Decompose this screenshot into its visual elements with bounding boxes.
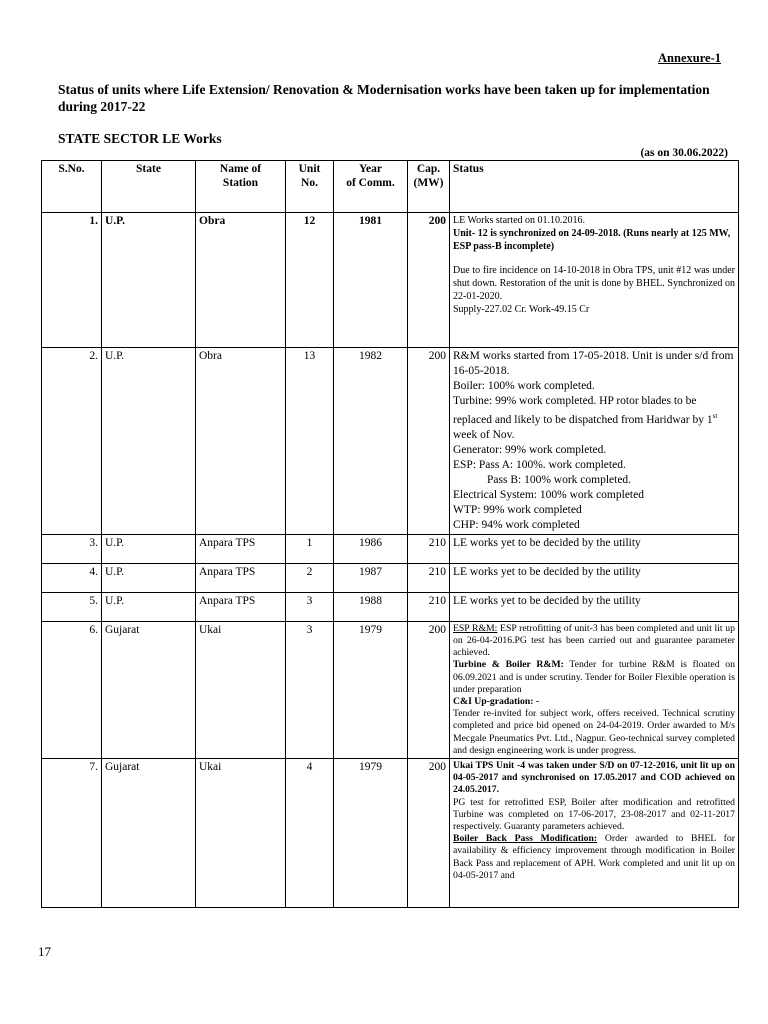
cell-sno: 7. (42, 759, 102, 908)
cell-year: 1979 (334, 759, 408, 908)
cell-station: Obra (196, 348, 286, 535)
cell-station: Anpara TPS (196, 534, 286, 563)
annexure-label: Annexure-1 (658, 51, 721, 65)
cell-unit: 12 (286, 213, 334, 348)
col-year: Year of Comm. (334, 161, 408, 213)
cell-capacity: 200 (408, 213, 450, 348)
cell-station: Obra (196, 213, 286, 348)
table-row (42, 621, 739, 758)
as-on-date: (as on 30.06.2022) (640, 147, 728, 159)
cell-sno: 3. (42, 534, 102, 563)
col-state: State (102, 161, 196, 213)
table-row (42, 759, 739, 908)
cell-unit: 3 (286, 592, 334, 621)
col-capacity: Cap. (MW) (408, 161, 450, 213)
cell-station: Ukai (196, 759, 286, 908)
cell-state: U.P. (102, 213, 196, 348)
cell-sno: 1. (42, 213, 102, 348)
cell-station: Anpara TPS (196, 592, 286, 621)
col-unit: Unit No. (286, 161, 334, 213)
cell-year: 1987 (334, 563, 408, 592)
cell-year: 1988 (334, 592, 408, 621)
table-row (42, 592, 739, 621)
cell-capacity: 210 (408, 534, 450, 563)
cell-unit: 2 (286, 563, 334, 592)
cell-sno: 4. (42, 563, 102, 592)
cell-state: U.P. (102, 534, 196, 563)
cell-unit: 1 (286, 534, 334, 563)
section-heading: STATE SECTOR LE Works (58, 131, 222, 146)
table-row (42, 348, 739, 535)
col-station: Name of Station (196, 161, 286, 213)
cell-status: LE works yet to be decided by the utility (450, 563, 739, 592)
cell-state: U.P. (102, 348, 196, 535)
cell-capacity: 210 (408, 592, 450, 621)
cell-state: U.P. (102, 592, 196, 621)
cell-status: LE works yet to be decided by the utility (450, 592, 739, 621)
table-header-row (42, 161, 739, 213)
cell-year: 1979 (334, 621, 408, 758)
cell-status: ESP R&M: ESP retrofitting of unit-3 has been completed and unit lit up on 26-04-2016.PG test has been carried out and guarantee parameter achieved. Turbine & Boiler R&M: Tender for turbine R&M is floated on 06.09.2021 and is under scrutiny. Tender for Boiler Flexible operation is under preparation C&I Up-gradation: - Tender re-invited for subject work, offers received. Technical scrutiny completed and price bid opened on 24-04-2019. Order awarded to M/s Mecgale Pneumatics Pvt. Ltd., Nagpur. Geo-technical survey completed and design engineering work is under progress. (450, 621, 739, 758)
col-status: Status (450, 161, 739, 213)
cell-station: Anpara TPS (196, 563, 286, 592)
page-title: Status of units where Life Extension/ Renovation & Modernisation works have been taken up for implementation during 2017-22 (58, 82, 710, 114)
cell-year: 1981 (334, 213, 408, 348)
col-sno: S.No. (42, 161, 102, 213)
cell-year: 1982 (334, 348, 408, 535)
cell-status: LE works yet to be decided by the utility (450, 534, 739, 563)
cell-state: U.P. (102, 563, 196, 592)
cell-capacity: 210 (408, 563, 450, 592)
cell-capacity: 200 (408, 621, 450, 758)
cell-capacity: 200 (408, 759, 450, 908)
cell-status: LE Works started on 01.10.2016. Unit- 12 is synchronized on 24-09-2018. (Runs nearly at 125 MW, ESP pass-B incomplete) Due to fire incidence on 14-10-2018 in Obra TPS, unit #12 was under shut down. Restoration of the unit is done by BHEL. Synchronized on 22-01-2020. Supply-227.02 Cr. Work-49.15 Cr (450, 213, 739, 348)
status-table (41, 160, 739, 908)
cell-station: Ukai (196, 621, 286, 758)
cell-unit: 4 (286, 759, 334, 908)
cell-status: R&M works started from 17-05-2018. Unit is under s/d from 16-05-2018. Boiler: 100% work completed. Turbine: 99% work completed. HP rotor blades to be replaced and likely to be dispatched from Haridwar by 1st week of Nov. Generator: 99% work completed. ESP: Pass A: 100%. work completed. Pass B: 100% work completed. Electrical System: 100% work completed WTP: 99% work completed CHP: 94% work completed (450, 348, 739, 535)
table-row (42, 534, 739, 563)
table-row (42, 563, 739, 592)
cell-capacity: 200 (408, 348, 450, 535)
cell-sno: 2. (42, 348, 102, 535)
table-row (42, 213, 739, 348)
cell-unit: 3 (286, 621, 334, 758)
cell-status: Ukai TPS Unit -4 was taken under S/D on 07-12-2016, unit lit up on 04-05-2017 and synchronised on 17.05.2017 and COD achieved on 24.05.2017. PG test for retrofitted ESP, Boiler after modification and retrofitted Turbine was completed on 17-06-2017, 23-08-2017 and 02-11-2017 respectively. Guaranty parameters achieved. Boiler Back Pass Modification: Order awarded to BHEL for availability & efficiency improvement through modification in Boiler Back Pass and replacement of APH. Work completed and unit lit up on 04-05-2017 and (450, 759, 739, 908)
cell-year: 1986 (334, 534, 408, 563)
cell-unit: 13 (286, 348, 334, 535)
page-number: 17 (38, 944, 51, 959)
cell-sno: 6. (42, 621, 102, 758)
cell-sno: 5. (42, 592, 102, 621)
cell-state: Gujarat (102, 759, 196, 908)
cell-state: Gujarat (102, 621, 196, 758)
